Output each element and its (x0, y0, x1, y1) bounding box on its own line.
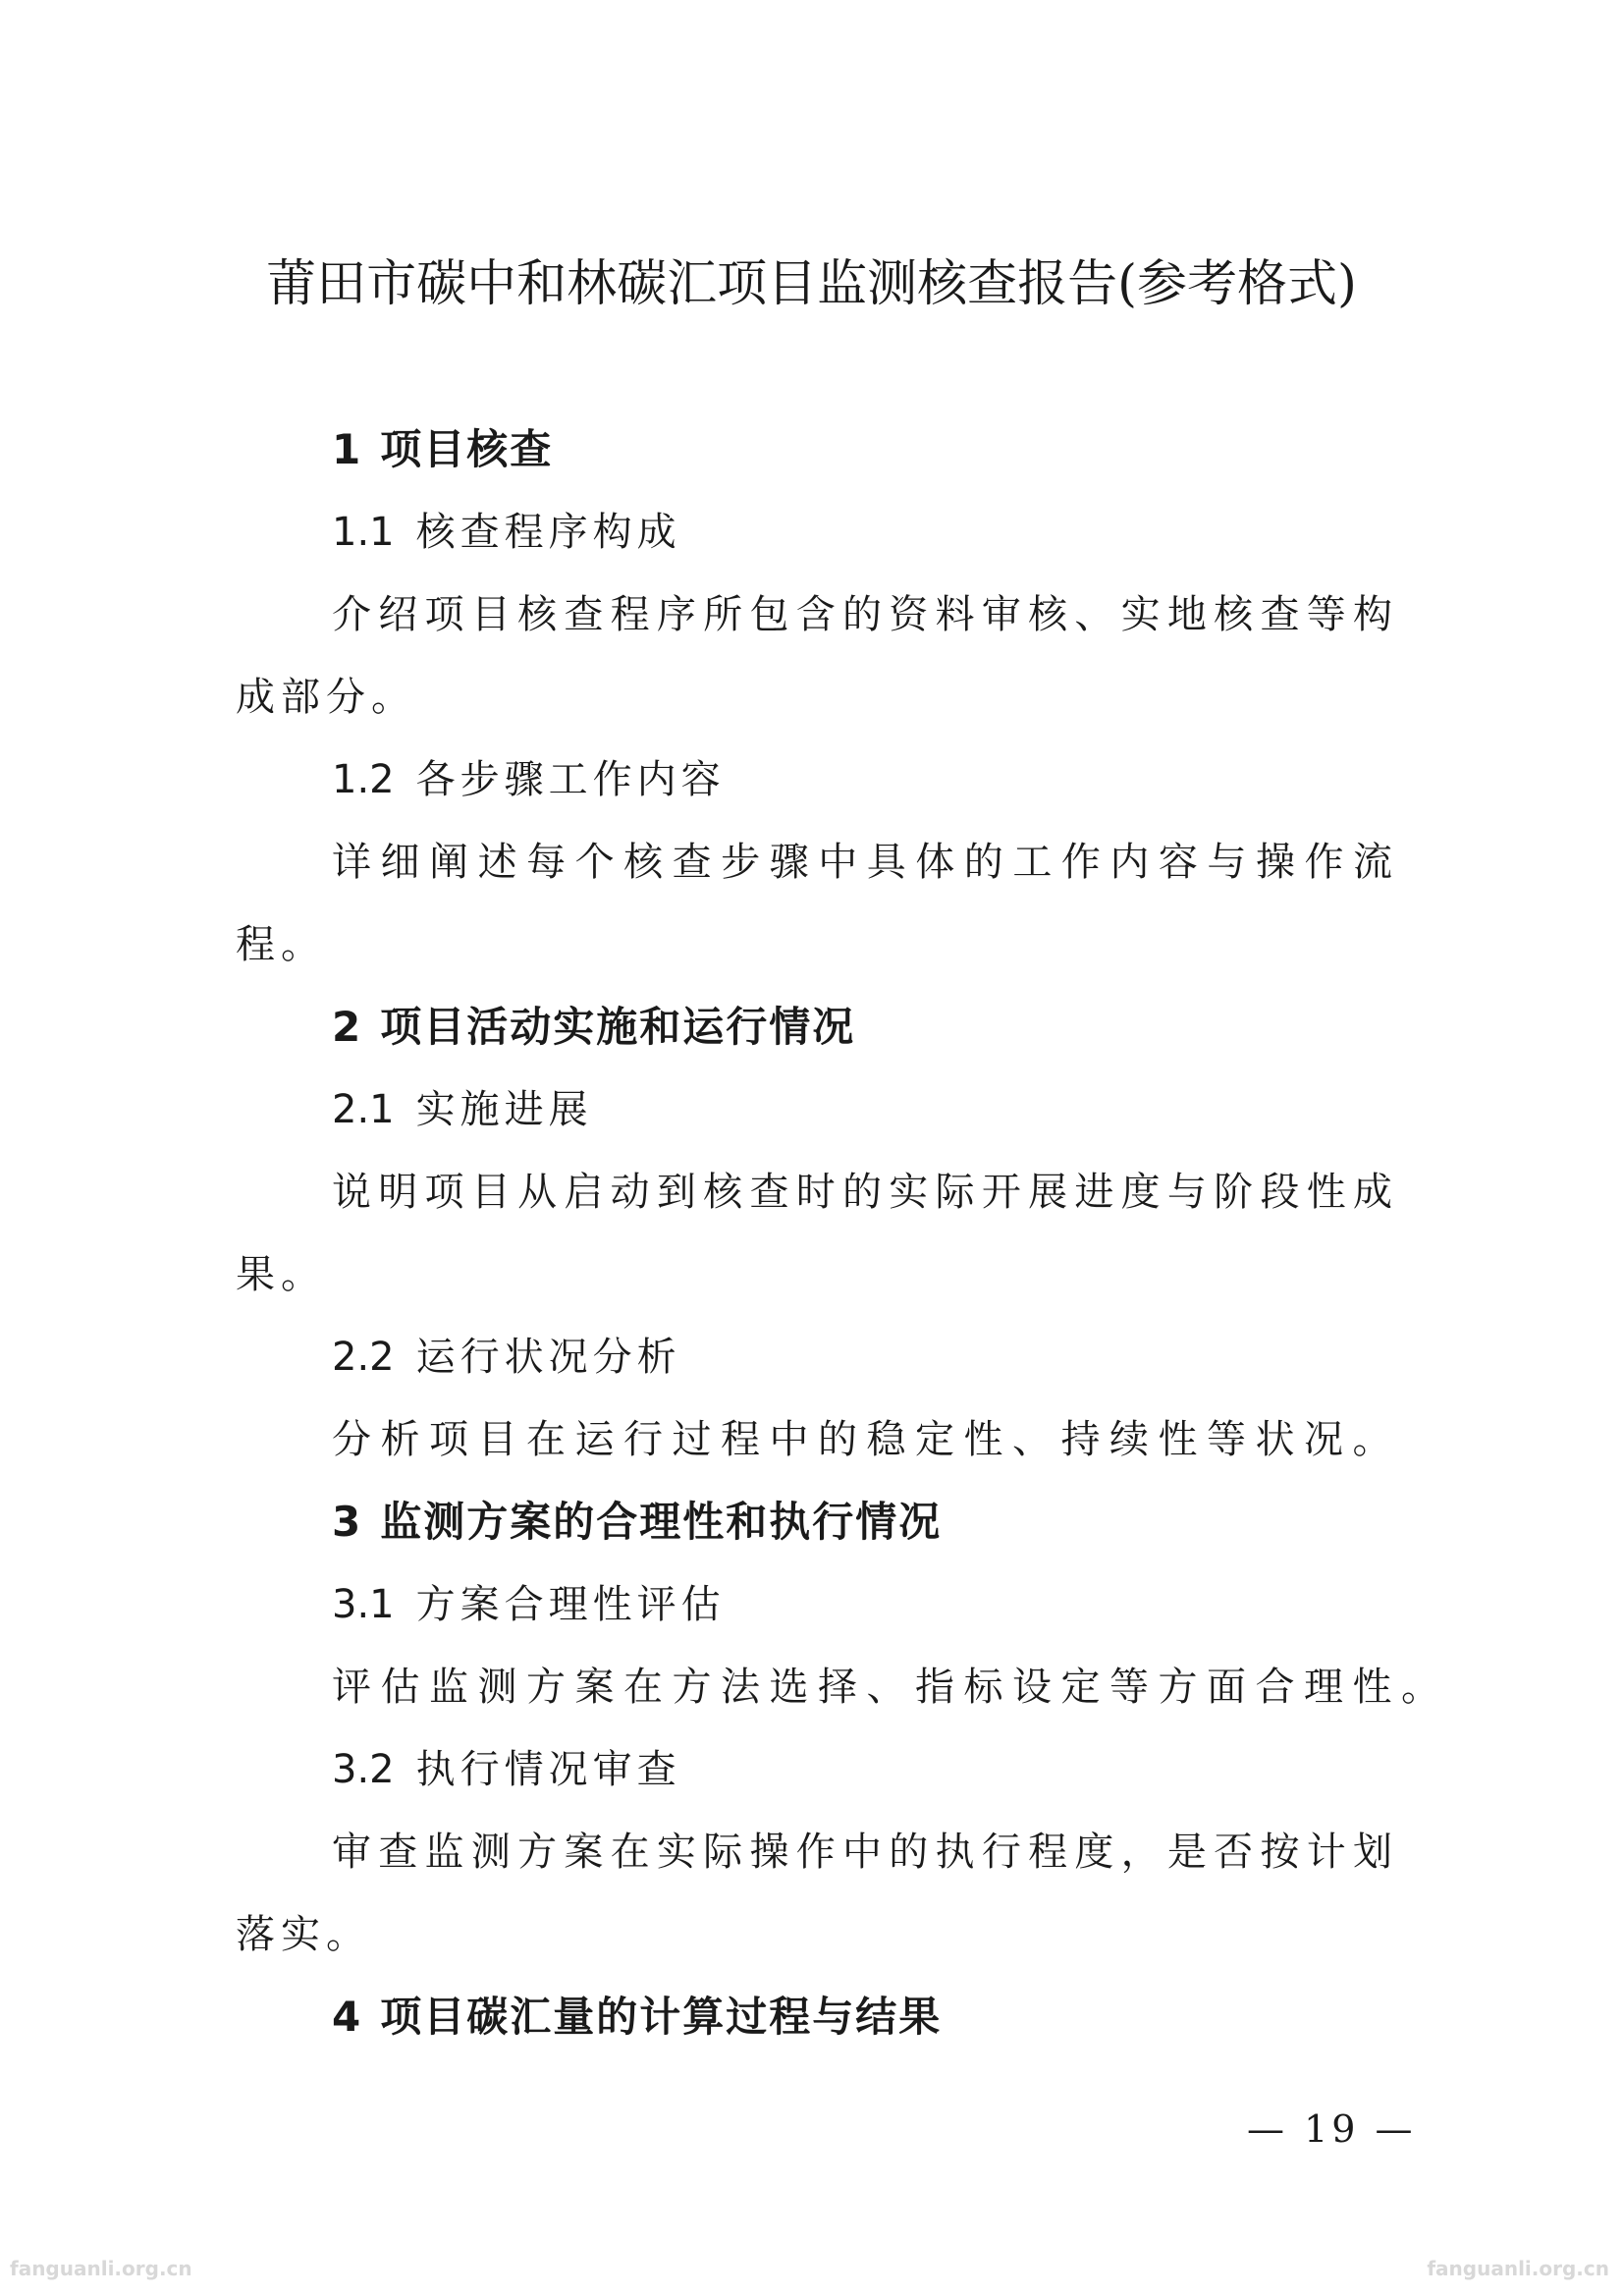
subsection-number: 3.2 (332, 1747, 395, 1792)
subsection-title: 核查程序构成 (415, 510, 681, 555)
subsection-number: 2.2 (332, 1335, 395, 1380)
section-heading-2 (332, 998, 855, 1057)
subsection-heading-2-2 (332, 1328, 681, 1387)
section-heading-3 (332, 1493, 942, 1552)
paragraph-line: 介绍项目核查程序所包含的资料审核、实地核查等构 (332, 592, 1392, 637)
section-title: 监测方案的合理性和执行情况 (380, 1498, 943, 1546)
watermark-left: fanguanli.org.cn (10, 2257, 192, 2280)
paragraph-line: 评估监测方案在方法选择、指标设定等方面合理性。 (332, 1665, 1450, 1710)
paragraph-line: 说明项目从启动到核查时的实际开展进度与阶段性成 (332, 1170, 1392, 1215)
paragraph-line: 详细阐述每个核查步骤中具体的工作内容与操作流 (332, 840, 1392, 885)
paragraph-line: 分析项目在运行过程中的稳定性、持续性等状况。 (332, 1417, 1401, 1462)
subsection-heading-1-2 (332, 750, 726, 809)
section-number: 2 (332, 1003, 361, 1051)
subsection-number: 1.1 (332, 510, 395, 555)
subsection-heading-3-1 (332, 1575, 726, 1634)
subsection-number: 3.1 (332, 1582, 395, 1627)
subsection-number: 1.2 (332, 757, 395, 802)
paragraph-line: 果。 (236, 1252, 326, 1297)
watermark-right: fanguanli.org.cn (1427, 2257, 1609, 2280)
subsection-heading-1-1 (332, 503, 681, 562)
section-number: 3 (332, 1498, 361, 1546)
section-title: 项目核查 (380, 425, 554, 473)
section-number: 4 (332, 1993, 361, 2041)
section-heading-1 (332, 420, 553, 479)
subsection-number: 2.1 (332, 1087, 395, 1132)
section-title: 项目碳汇量的计算过程与结果 (380, 1993, 943, 2041)
paragraph-line: 审查监测方案在实际操作中的执行程度，是否按计划 (332, 1830, 1392, 1875)
subsection-title: 各步骤工作内容 (415, 757, 726, 802)
paragraph-line: 成部分。 (236, 675, 416, 720)
section-title: 项目活动实施和运行情况 (380, 1003, 856, 1051)
section-number: 1 (332, 425, 361, 473)
subsection-heading-2-1 (332, 1080, 593, 1139)
subsection-title: 执行情况审查 (415, 1747, 681, 1792)
subsection-title: 运行状况分析 (415, 1335, 681, 1380)
subsection-title: 实施进展 (415, 1087, 593, 1132)
page-number: — 19 — (1247, 2107, 1417, 2151)
page-title: 莆田市碳中和林碳汇项目监测核查报告(参考格式) (266, 255, 1357, 313)
paragraph-line: 程。 (236, 922, 326, 967)
section-heading-4 (332, 1988, 942, 2047)
paragraph-line: 落实。 (236, 1912, 371, 1957)
subsection-title: 方案合理性评估 (415, 1582, 726, 1627)
subsection-heading-3-2 (332, 1740, 681, 1799)
